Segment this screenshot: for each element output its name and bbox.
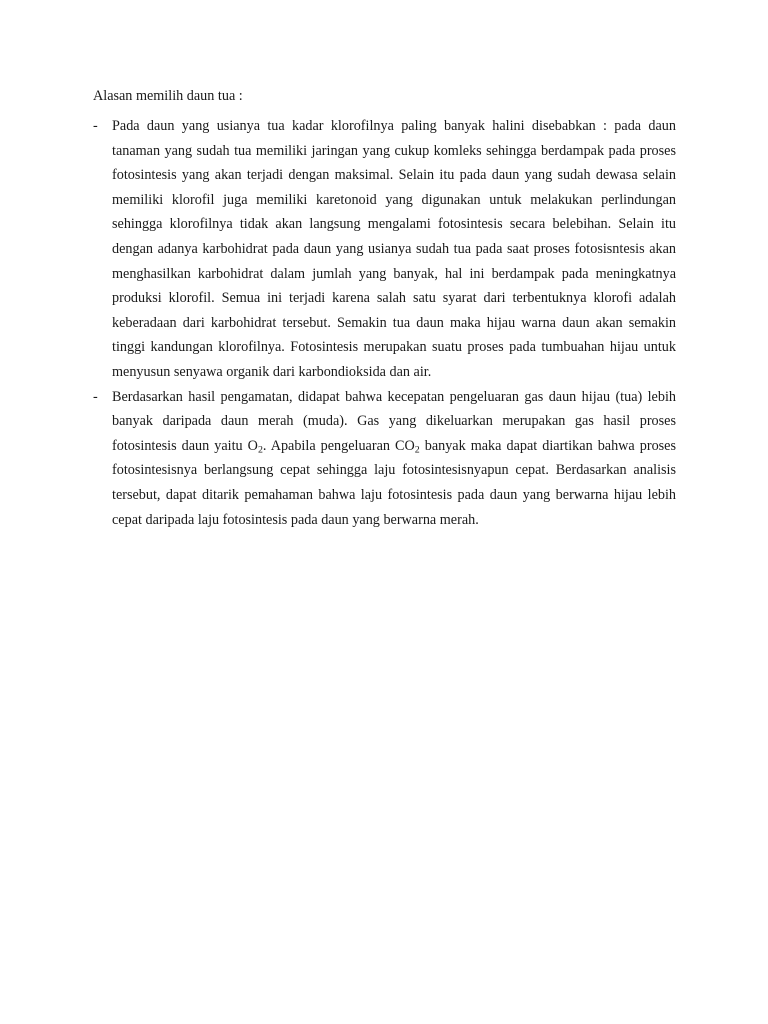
bullet-marker: - (93, 118, 98, 134)
bullet-text: Pada daun yang usianya tua kadar klorofilnya paling banyak halini disebabkan : pada daun tanaman yang sudah tua memiliki jaringan yang cukup komleks sehingga berdampak pada proses fotosintesis yang akan terjadi dengan maksimal. Selain itu pada daun yang sudah dewasa selain memiliki klorofil juga memiliki karetonoid yang digunakan untuk melakukan perlindungan sehingga klorofilnya tidak akan langsung mengalami fotosintesis secara belebihan. Selain itu dengan adanya karbohidrat pada daun yang usianya sudah tua pada saat proses fotosisntesis akan menghasilkan karbohidrat dalam jumlah yang banyak, hal ini berdampak pada meningkatnya produksi klorofil. Semua ini terjadi karena salah satu syarat dari terbentuknya klorofi adalah keberadaan dari karbohidrat tersebut. Semakin tua daun maka hijau warna daun akan semakin tinggi kandungan klorofilnya. Fotosintesis merupakan suatu proses pada tumbuahan hijau untuk menyusun senyawa organik dari karbondioksida dan air. (112, 118, 676, 380)
bullet-marker: - (93, 388, 98, 405)
subscript: 2 (414, 444, 420, 456)
bullet-text-part: banyak maka dapat diartikan bahwa proses fotosintesisnya berlangsung cepat sehingga laju fotosintesisnyapun cepat. Berdasarkan analisis tersebut, dapat ditarik pemahaman bahwa laju fotosintesis pada daun yang berwarna hijau lebih cepat daripada laju fotosintesis pada daun yang berwarna merah. (112, 437, 677, 528)
bullet-text-part: Berdasarkan hasil pengamatan, didapat bahwa kecepatan pengeluaran gas daun hijau (tua) lebih banyak daripada daun merah (muda). Gas yang dikeluarkan merupakan gas hasil proses fotosintesis daun yaitu O (112, 388, 676, 454)
section-heading: Alasan memilih daun tua : (93, 88, 243, 104)
bullet-item-observation-result (93, 385, 676, 533)
bullet-list (93, 114, 676, 532)
bullet-item-green-leaf-reason (93, 114, 676, 385)
subscript: 2 (257, 444, 263, 456)
bullet-text-part: . Apabila pengeluaran CO (262, 437, 415, 454)
